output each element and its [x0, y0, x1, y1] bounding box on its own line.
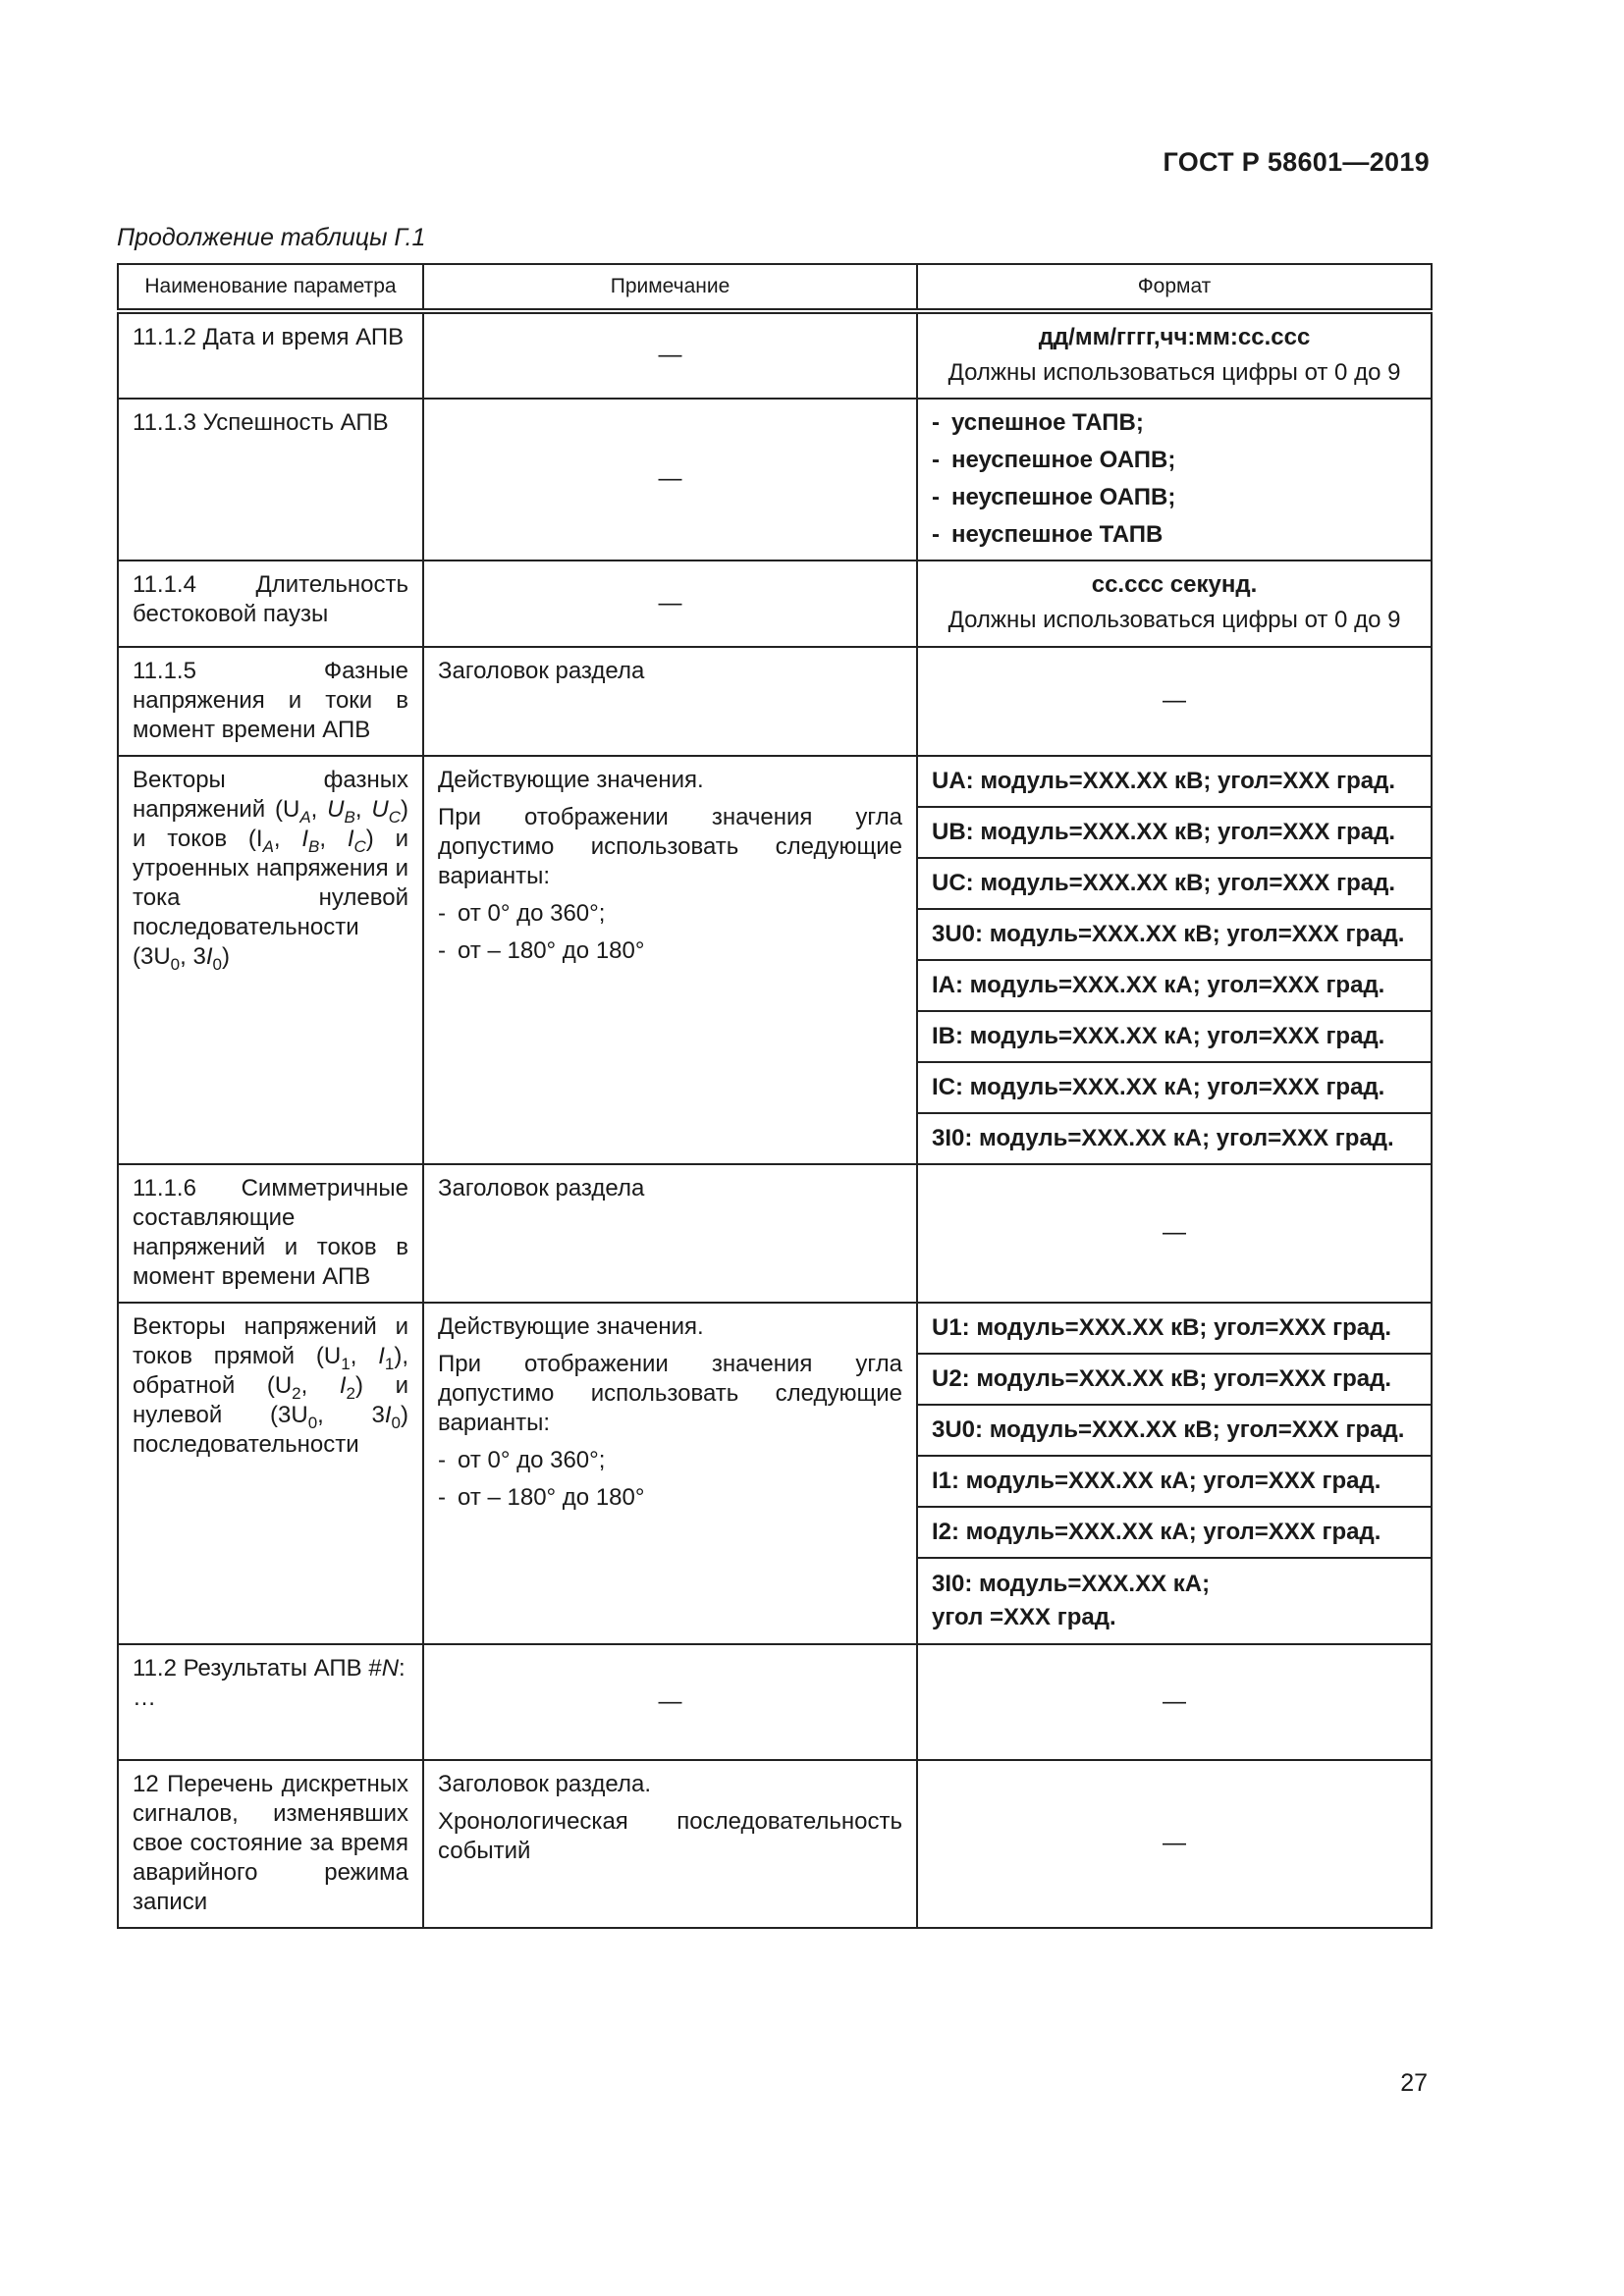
list-item: - неуспешное ОАПВ; [932, 484, 1176, 510]
row-format: — [917, 647, 1432, 756]
format-pattern: сс.ссс секунд. [1091, 571, 1258, 598]
format-line: 3U0: модуль=XXX.XX кВ; угол=XXX град. [918, 1406, 1431, 1457]
format-note: Должны использоваться цифры от 0 до 9 [947, 359, 1401, 386]
note-list [438, 899, 902, 966]
row-name: 12 Перечень дискретных сигналов, изменявших свое состояние за время аварийного режима записи [118, 1760, 423, 1928]
note-paragraph: При отображении значения угла допустимо использовать следующие варианты: [438, 804, 902, 889]
row-format [917, 1303, 1432, 1644]
table-row [118, 1760, 1432, 1928]
row-name: 11.1.4 Длительность бестоковой паузы [118, 561, 423, 647]
table-row [118, 647, 1432, 756]
format-line: IA: модуль=XXX.XX кА; угол=XXX град. [918, 961, 1431, 1012]
row-note: — [423, 311, 917, 399]
column-header-note: Примечание [423, 264, 917, 311]
row-note [423, 756, 917, 1164]
row-note: — [423, 399, 917, 561]
table-row [118, 1644, 1432, 1760]
table-row [118, 311, 1432, 399]
row-note: — [423, 561, 917, 647]
format-line: UA: модуль=XXX.XX кВ; угол=XXX град. [918, 757, 1431, 808]
table-caption: Продолжение таблицы Г.1 [117, 224, 426, 251]
row-format [917, 756, 1432, 1164]
row-format [917, 311, 1432, 399]
row-name: 11.2 Результаты АПВ #N: … [118, 1644, 423, 1760]
parameters-table [117, 263, 1433, 1929]
list-item: - от 0° до 360°; [438, 1447, 606, 1473]
row-name: 11.1.6 Симметричные составляющие напряжений и токов в момент времени АПВ [118, 1164, 423, 1303]
row-name: 11.1.5 Фазные напряжения и токи в момент времени АПВ [118, 647, 423, 756]
table-header-row [118, 264, 1432, 311]
table-row [118, 561, 1432, 647]
row-format [917, 399, 1432, 561]
format-line: UB: модуль=XXX.XX кВ; угол=XXX град. [918, 808, 1431, 859]
table-row [118, 756, 1432, 1164]
page-number: 27 [1400, 2069, 1428, 2097]
row-note [423, 1303, 917, 1644]
list-item: - от 0° до 360°; [438, 900, 606, 927]
format-line: 3U0: модуль=XXX.XX кВ; угол=XXX град. [918, 910, 1431, 961]
format-line: I2: модуль=XXX.XX кА; угол=XXX град. [918, 1508, 1431, 1559]
format-line: 3I0: модуль=XXX.XX кА; угол =XXX град. [932, 1571, 1211, 1630]
note-paragraph: Действующие значения. [438, 767, 704, 793]
row-format [917, 561, 1432, 647]
row-name: Векторы фазных напряжений ($U_A$, $U_B$, $U_C$) и токов ($I_A$, $I_B$, $I_C$) и утроенных напряжения и тока нулевой последовательности ($3U_0$, $3I_0$) [118, 756, 423, 1164]
list-item: - от – 180° до 180° [438, 1484, 645, 1511]
list-item: - неуспешное ТАПВ [932, 521, 1164, 548]
row-name: 11.1.3 Успешность АПВ [118, 399, 423, 561]
column-header-format: Формат [917, 264, 1432, 311]
note-paragraph: Хронологическая последовательность событий [438, 1808, 902, 1864]
list-item: - от – 180° до 180° [438, 937, 645, 964]
row-format: — [917, 1164, 1432, 1303]
table-row [118, 399, 1432, 561]
note-paragraph: Действующие значения. [438, 1313, 704, 1340]
row-note: Заголовок раздела [423, 1164, 917, 1303]
column-header-name: Наименование параметра [118, 264, 423, 311]
format-line: UC: модуль=XXX.XX кВ; угол=XXX град. [918, 859, 1431, 910]
row-note [423, 1760, 917, 1928]
gost-code-header: ГОСТ Р 58601—2019 [1163, 147, 1430, 177]
format-line: I1: модуль=XXX.XX кА; угол=XXX град. [918, 1457, 1431, 1508]
format-list [932, 408, 1417, 550]
row-format: — [917, 1760, 1432, 1928]
row-name: Векторы напряжений и токов прямой ($U_1$, $I_1$), обратной ($U_2$, $I_2$) и нулевой ($3U_0$, $3I_0$) последовательности [118, 1303, 423, 1644]
table-row [118, 1164, 1432, 1303]
table-row [118, 1303, 1432, 1644]
list-item: - неуспешное ОАПВ; [932, 447, 1176, 473]
format-line: U2: модуль=XXX.XX кВ; угол=XXX град. [918, 1355, 1431, 1406]
format-line: U1: модуль=XXX.XX кВ; угол=XXX град. [918, 1304, 1431, 1355]
format-line: IB: модуль=XXX.XX кА; угол=XXX град. [918, 1012, 1431, 1063]
format-line: IC: модуль=XXX.XX кА; угол=XXX град. [918, 1063, 1431, 1114]
row-format: — [917, 1644, 1432, 1760]
row-note: — [423, 1644, 917, 1760]
list-item: - успешное ТАПВ; [932, 409, 1144, 436]
note-list [438, 1446, 902, 1513]
format-pattern: дд/мм/гггг,чч:мм:сс.ссс [1038, 324, 1311, 350]
format-note: Должны использоваться цифры от 0 до 9 [947, 607, 1401, 633]
note-paragraph: При отображении значения угла допустимо использовать следующие варианты: [438, 1351, 902, 1436]
format-line: 3I0: модуль=XXX.XX кА; угол=XXX град. [932, 1125, 1394, 1151]
row-name: 11.1.2 Дата и время АПВ [118, 311, 423, 399]
note-paragraph: Заголовок раздела. [438, 1771, 651, 1797]
row-note: Заголовок раздела [423, 647, 917, 756]
